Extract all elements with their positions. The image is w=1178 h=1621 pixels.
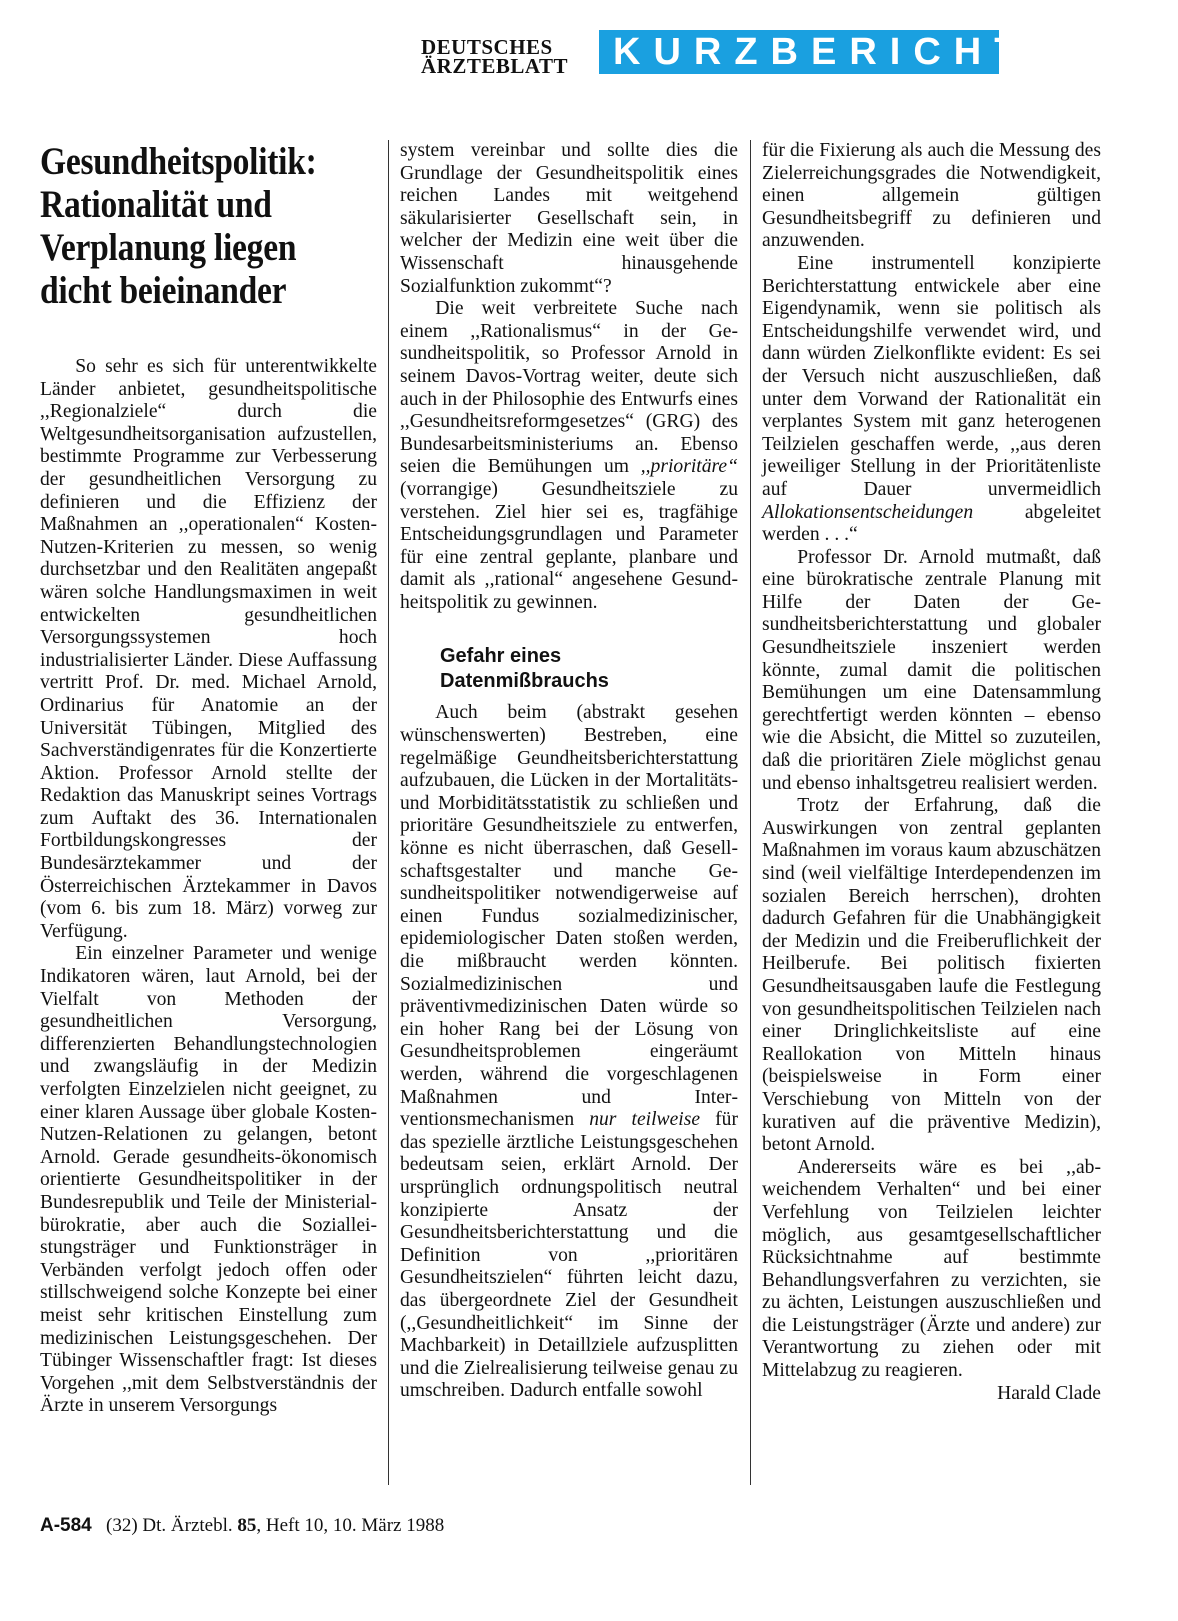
page-footer <box>40 1515 444 1537</box>
issue-date: , Heft 10, 10. März 1988 <box>256 1515 445 1536</box>
text-run: (vorrangige) Gesundheitsziele zu verstehen. Ziel hier sei es, tragfähige Entscheidungsgrundlagen und Parameter für eine zentral geplante, planbare und damit als ,,rational“ angesehene Gesundheitspolitik zu gewinnen. <box>400 478 738 613</box>
paragraph: system vereinbar und sollte dies die Grundlage der Gesundheitspolitik eines reichen Landes mit weitgehend säkularisierter Gesellschaft sein, in welcher der Medizin eine weit über die Wissenschaft hinausgehende Sozialfunktion zukommt“? <box>400 140 738 297</box>
paragraph: Trotz der Erfahrung, daß die Auswirkungen von zentral geplanten Maßnahmen im voraus kaum abzuschätzen sind (weil vielfältige Interdependenzen im sozialen Bereich herrschen), drohten dadurch Gefahren für die Unabhängigkeit der Medizin und die Freiberuflichkeit der Heilberufe. Bei politisch fixierten Gesundheitsausgaben laufe die Festlegung von gesundheitspolitischen Teilzielen nach einer Dringlichkeitsliste auf eine Reallokation von Mitteln hinaus (beispielsweise in Form einer Verschiebung von Mitteln von der kurativen auf die präventive Medizin), betont Arnold. <box>762 795 1101 1156</box>
volume-number: 85 <box>237 1515 257 1536</box>
paragraph <box>400 702 738 1402</box>
emphasis: nur teilweise <box>589 1109 701 1131</box>
text-run: Eine instrumentell konzipierte Berichterstattung entwickele aber eine Eigendynamik, wenn sie politisch als Entscheidungshilfe verwendet wird, und dann würden Zielkonflikte evident: Es sei der Versuch nicht auszuschließen, daß unter dem Vorwand der Rationalität ein verplantes System mit ganz heterogenen Teilzielen geschaffen werde, ,,aus deren jeweiliger Stellung in der Prioritätenliste auf Dauer unvermeidlich <box>762 252 1101 500</box>
column-divider <box>388 140 389 1485</box>
logo-line-2: ÄRZTEBLATT <box>421 54 568 78</box>
text-run: Auch beim (abstrakt gesehen wünschenswerten) Bestreben, eine regelmäßige Geundheitsberichterstattung aufzubauen, die Lücken in der Mortalitäts- und Morbiditätsstatistik zu schließen und prioritäre Gesundheitsziele zu entwerfen, könne es nicht überraschen, daß Gesellschaftsgestalter und manche Gesundheitspolitiker notwendigerweise auf einen Fundus sozialmedizinischer, epidemiologischer Daten stoßen werden, die mißbraucht werden könnten. Sozialmedizinischen und präventivmedizinischen Daten würde so ein hoher Rang bei der Lösung von Gesundheitsproblemen eingeräumt werden, während die vorgeschlagenen Maßnahmen und Interventionsmechanismen <box>400 702 738 1131</box>
section-subheading <box>440 644 738 694</box>
journal-citation: (32) Dt. Ärztebl. <box>106 1515 233 1536</box>
paragraph: für die Fixierung als auch die Messung des Zielerreichungsgrades die Notwendigkeit, einen allgemein gültigen Gesundheitsbegriff zu definieren und anzuwenden. <box>762 140 1101 252</box>
article-headline: Gesundheitspolitik: Rationalität und Verplanung liegen dicht beieinander <box>40 140 317 312</box>
text-run: abgeleitet werden . . .“ <box>762 501 1101 546</box>
subheading-line-1: Gefahr eines <box>440 645 562 668</box>
section-banner: KURZBERICHT <box>599 30 999 74</box>
logo-line-1: DEUTSCHES <box>421 35 553 59</box>
emphasis: Allokationsentscheidungen <box>762 501 974 523</box>
text-run: Die weit verbreitete Suche nach einem ,,Rationalismus“ in der Gesundheitspolitik, so Professor Arnold in seinem Davos-Vortrag weiter, deute sich auch in der Philosophie des Entwurfs eines ,,Gesundheitsreformgesetzes“ (GRG) des Bundesarbeitsministeriums an. Ebenso seien die Bemühungen um <box>400 298 738 478</box>
article-column-1 <box>40 140 377 1418</box>
page-number: A-584 <box>40 1515 92 1536</box>
paragraph <box>762 1156 1101 1404</box>
column-divider <box>750 140 751 1485</box>
text-run: Andererseits wäre es bei ,,abweichendem Verhalten“ und bei einer Verfehlung von Teilzielen leichter möglich, aus gesamtgesellschaftlicher Rücksichtnahme auf bestimmte Behandlungsverfahren zu verzichten, sie zu ächten, Leistungen auszuschließen und die Leistungsträger (Ärzte und andere) zur Verantwortung zu ziehen oder mit Mittelabzug zu reagieren. <box>762 1156 1101 1382</box>
article-column-3 <box>762 140 1101 1405</box>
emphasis: ,,prioritäre“ <box>640 456 738 478</box>
publication-logo <box>421 35 596 78</box>
text-run: für das spezielle ärztliche Leistungsgeschehen bedeutsam seien, erklärt Arnold. Der ursprünglich ordnungspolitisch neutral konzipierte Ansatz der Gesundheitsberichterstattung und die Definition von ,,prioritären Gesundheitszielen“ führten leicht dazu, das übergeordnete Ziel der Gesundheit (,,Gesundheitlichkeit“ im Sinne der Machbarkeit) in Detaillziele aufzusplitten und die Zielrealisierung teilweise genau zu umschreiben. Dadurch entfalle sowohl <box>400 1109 738 1402</box>
author-byline: Harald Clade <box>997 1382 1101 1404</box>
paragraph <box>762 253 1101 547</box>
article-column-2 <box>400 140 738 1403</box>
paragraph: So sehr es sich für unterentwikkelte Länder anbietet, gesundheitspolitische ,,Regionalziele“ durch die Weltgesundheitsorganisation aufzustellen, bestimmte Programme zur Verbesserung der gesundheitlichen Versorgung zu definieren und die Effizienz der Maßnahmen an ,,operationalen“ Kosten-Nutzen-Kriterien zu messen, so wenig durchsetzbar und den Realitäten angepaßt wären solche Handlungsmaximen in weit entwickelten gesundheitlichen Versorgungssystemen hoch industrialisierter Länder. Diese Auffassung vertritt Prof. Dr. med. Michael Arnold, Ordinarius für Anatomie an der Universität Tübingen, Mitglied des Sachverständigenrates für die Konzertierte Aktion. Professor Arnold stellte der Redaktion das Manuskript seines Vortrags zum Auftakt des 36. Internationalen Fortbildungskongresses der Bundesärztekammer und der Österreichischen Ärztekammer in Davos (vom 6. bis zum 18. März) vorweg zur Verfügung. <box>40 356 377 942</box>
paragraph: Ein einzelner Parameter und wenige Indikatoren wären, laut Arnold, bei der Vielfalt von Methoden der gesundheitlichen Versorgung, differenzierten Behandlungstechnologien und zwangsläufig in der Medizin verfolgten Einzelzielen nicht geeignet, zu einer klaren Aussage über globale Kosten-Nutzen-Relationen zu gelangen, betont Arnold. Gerade gesundheits-ökonomisch orientierte Gesundheitspolitiker in der Bundesrepublik und Teile der Ministerialbürokratie, aber auch die Sozialleistungsträger und Funktionsträger in Verbänden verfolgt jedoch offen oder stillschweigend solche Konzepte bei einer meist sehr kritischen Einstellung zum medizinischen Leistungsgeschehen. Der Tübinger Wissenschaftler fragt: Ist dieses Vorgehen ,,mit dem Selbstverständnis der Ärzte in unserem Versorgungs <box>40 943 377 1417</box>
paragraph <box>400 298 738 614</box>
paragraph: Professor Dr. Arnold mutmaßt, daß eine bürokratische zentrale Planung mit Hilfe der Daten der Gesundheitsberichterstattung und globaler Gesundheitsziele inszeniert werden könnte, zumal damit die politischen Bemühungen um eine Datensammlung gerechtfertigt werden könnten – ebenso wie die Absicht, die Mittel so zuzuteilen, daß die prioritären Ziele möglichst genau und ebenso inhaltsgetreu realisiert werden. <box>762 546 1101 794</box>
subheading-line-2: Datenmißbrauchs <box>440 670 609 693</box>
